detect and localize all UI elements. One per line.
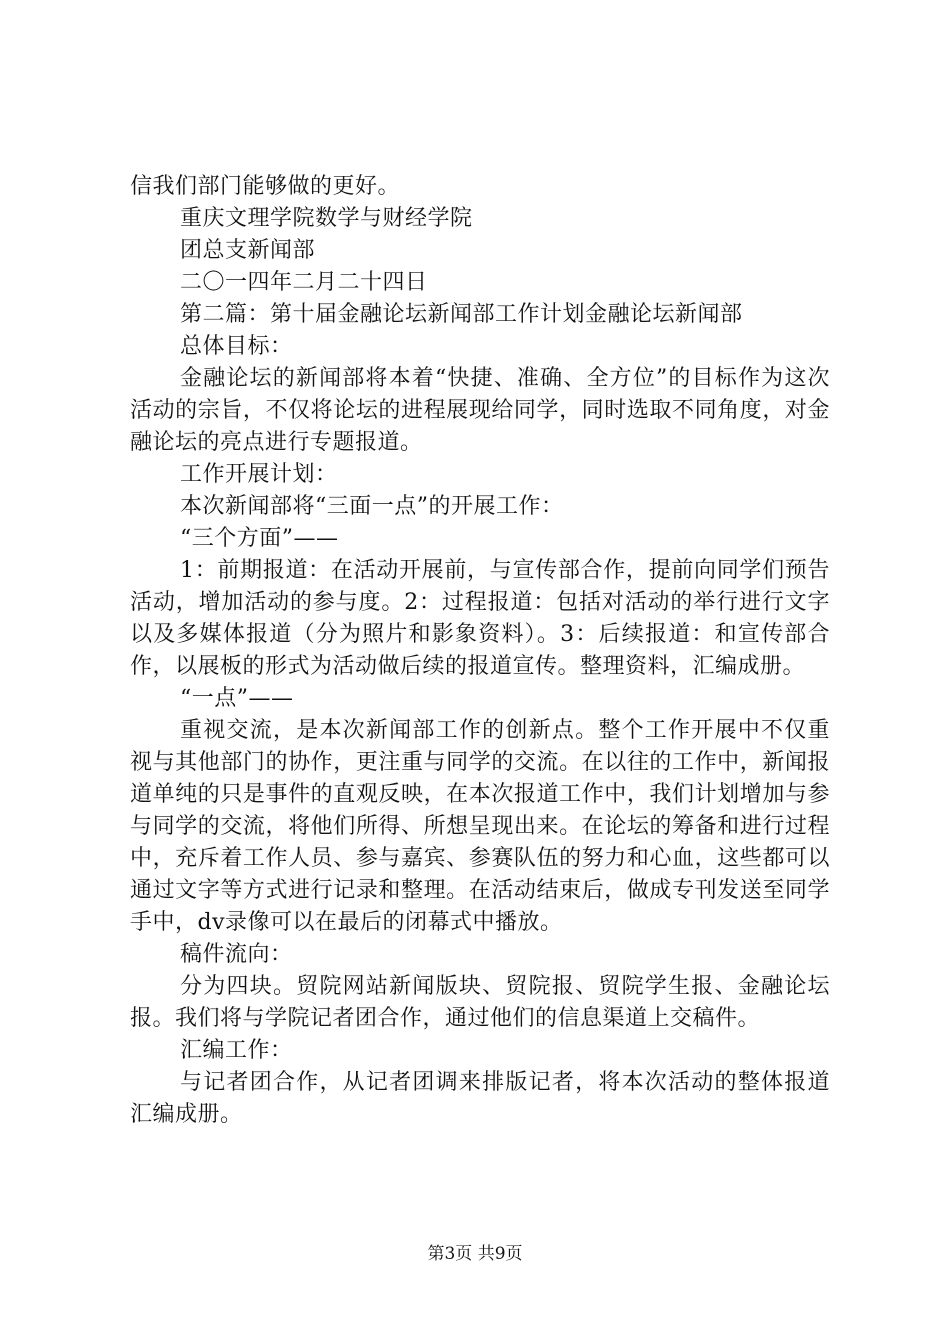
paragraph-college-name: 重庆文理学院数学与财经学院 <box>180 206 473 231</box>
paragraph-compilation: 与记者团合作，从记者团调来排版记者，将本次活动的整体报道汇编成册。 <box>130 1070 830 1127</box>
paragraph-manuscript-flow: 分为四块。贸院网站新闻版块、贸院报、贸院学生报、金融论坛报。我们将与学院记者团合作，通过他们的信息渠道上交稿件。 <box>130 974 830 1031</box>
page-number-footer: 第3页 共9页 <box>427 1244 523 1264</box>
section-title-second: 第二篇：第十届金融论坛新闻部工作计划金融论坛新闻部 <box>180 302 743 327</box>
paragraph-three-aspects: 1：前期报道：在活动开展前，与宣传部合作，提前向同学们预告活动，增加活动的参与度。2：过程报道：包括对活动的举行进行文字以及多媒体报道（分为照片和影象资料）。3：后续报道：和宣传部合作，以展板的形式为活动做后续的报道宣传。整理资料，汇编成册。 <box>130 558 830 679</box>
heading-work-plan: 工作开展计划： <box>180 462 338 487</box>
paragraph-continuation: 信我们部门能够做的更好。 <box>130 174 401 199</box>
heading-manuscript-flow: 稿件流向： <box>180 942 293 967</box>
paragraph-one-point: 重视交流，是本次新闻部工作的创新点。整个工作开展中不仅重视与其他部门的协作，更注重与同学的交流。在以往的工作中，新闻报道单纯的只是事件的直观反映，在本次报道工作中，我们计划增加与参与同学的交流，将他们所得、所想呈现出来。在论坛的筹备和进行过程中，充斥着工作人员、参与嘉宾、参赛队伍的努力和心血，这些都可以通过文字等方式进行记录和整理。在活动结束后，做成专刊发送至同学手中，dv录像可以在最后的闭幕式中播放。 <box>130 718 830 935</box>
paragraph-overall-goal: 金融论坛的新闻部将本着“快捷、准确、全方位”的目标作为这次活动的宗旨，不仅将论坛的进程展现给同学，同时选取不同角度，对金融论坛的亮点进行专题报道。 <box>130 366 830 455</box>
heading-three-aspects: “三个方面”—— <box>180 526 339 551</box>
heading-one-point: “一点”—— <box>180 686 294 711</box>
heading-overall-goal: 总体目标： <box>180 334 293 359</box>
paragraph-work-plan-intro: 本次新闻部将“三面一点”的开展工作： <box>180 494 564 519</box>
paragraph-date: 二〇一四年二月二十四日 <box>180 270 428 295</box>
heading-compilation: 汇编工作： <box>180 1038 293 1063</box>
paragraph-department-name: 团总支新闻部 <box>180 238 316 263</box>
document-body <box>130 171 830 1131</box>
